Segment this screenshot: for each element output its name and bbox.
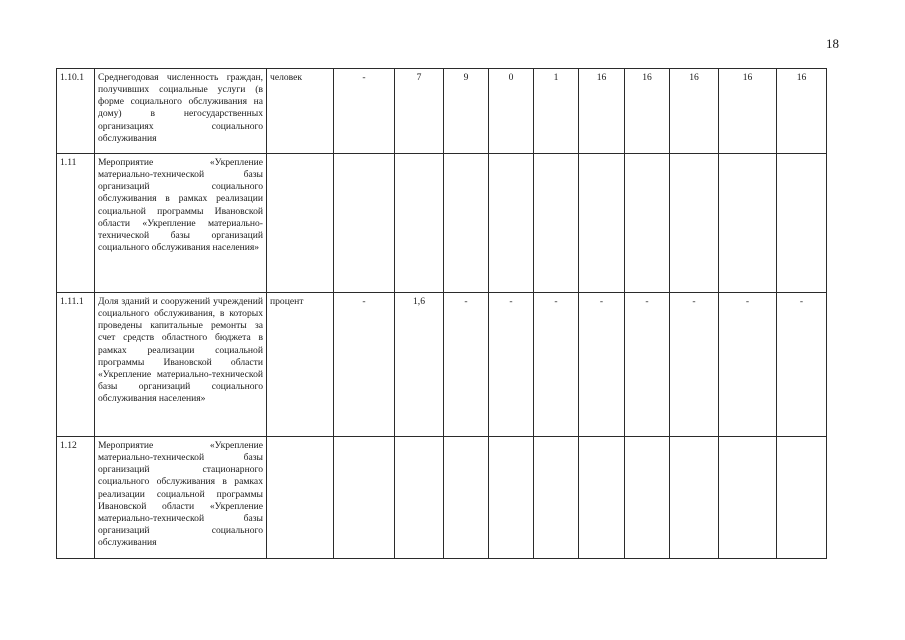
value-cell bbox=[489, 154, 534, 293]
value-cell bbox=[579, 437, 625, 559]
value-cell: - bbox=[719, 293, 777, 437]
value-cell: - bbox=[625, 293, 670, 437]
row-description: Среднегодовая численность граждан, получивших социальные услуги (в форме социального обслуживания на дому) в негосударственных организациях социального обслуживания bbox=[95, 69, 267, 154]
value-cell bbox=[444, 437, 489, 559]
value-cell bbox=[395, 437, 444, 559]
table-body bbox=[57, 69, 827, 559]
value-cell bbox=[334, 437, 395, 559]
row-description: Мероприятие «Укрепление материально-технической базы организаций социального обслуживания в рамках реализации социальной программы Ивановской области «Укрепление материально-технической базы организаций социального обслуживания населения» bbox=[95, 154, 267, 293]
value-cell: 1 bbox=[534, 69, 579, 154]
value-cell: 1,6 bbox=[395, 293, 444, 437]
value-cell: - bbox=[777, 293, 827, 437]
value-cell bbox=[777, 154, 827, 293]
value-cell: 16 bbox=[777, 69, 827, 154]
value-cell bbox=[719, 437, 777, 559]
row-number: 1.10.1 bbox=[57, 69, 95, 154]
value-cell bbox=[534, 437, 579, 559]
value-cell bbox=[534, 154, 579, 293]
value-cell: 16 bbox=[625, 69, 670, 154]
table-row bbox=[57, 437, 827, 559]
value-cell bbox=[625, 437, 670, 559]
value-cell: - bbox=[489, 293, 534, 437]
row-description: Мероприятие «Укрепление материально-технической базы организаций стационарного социального обслуживания в рамках реализации социальной программы Ивановской области «Укрепление материально-технической базы организаций социального обслуживания bbox=[95, 437, 267, 559]
value-cell: - bbox=[579, 293, 625, 437]
row-description: Доля зданий и сооружений учреждений социального обслуживания, в которых проведены капитальные ремонты за счет средств областного бюджета в рамках реализации социальной программы Ивановской области «Укрепление материально-технической базы организаций социального обслуживания населения» bbox=[95, 293, 267, 437]
row-number: 1.12 bbox=[57, 437, 95, 559]
value-cell: 7 bbox=[395, 69, 444, 154]
value-cell: 16 bbox=[670, 69, 719, 154]
value-cell: 16 bbox=[719, 69, 777, 154]
value-cell: - bbox=[670, 293, 719, 437]
value-cell: - bbox=[444, 293, 489, 437]
row-unit bbox=[267, 154, 334, 293]
value-cell: - bbox=[334, 69, 395, 154]
value-cell: 16 bbox=[579, 69, 625, 154]
value-cell bbox=[670, 154, 719, 293]
value-cell bbox=[719, 154, 777, 293]
indicators-table bbox=[56, 68, 827, 559]
value-cell: 9 bbox=[444, 69, 489, 154]
row-unit: процент bbox=[267, 293, 334, 437]
value-cell bbox=[489, 437, 534, 559]
table-row bbox=[57, 154, 827, 293]
row-unit bbox=[267, 437, 334, 559]
value-cell bbox=[625, 154, 670, 293]
row-unit: человек bbox=[267, 69, 334, 154]
table-row bbox=[57, 69, 827, 154]
value-cell bbox=[579, 154, 625, 293]
value-cell bbox=[777, 437, 827, 559]
table-row bbox=[57, 293, 827, 437]
value-cell: - bbox=[334, 293, 395, 437]
value-cell bbox=[670, 437, 719, 559]
row-number: 1.11 bbox=[57, 154, 95, 293]
value-cell bbox=[395, 154, 444, 293]
value-cell bbox=[444, 154, 489, 293]
value-cell: 0 bbox=[489, 69, 534, 154]
value-cell: - bbox=[534, 293, 579, 437]
page-number: 18 bbox=[826, 36, 839, 51]
row-number: 1.11.1 bbox=[57, 293, 95, 437]
value-cell bbox=[334, 154, 395, 293]
